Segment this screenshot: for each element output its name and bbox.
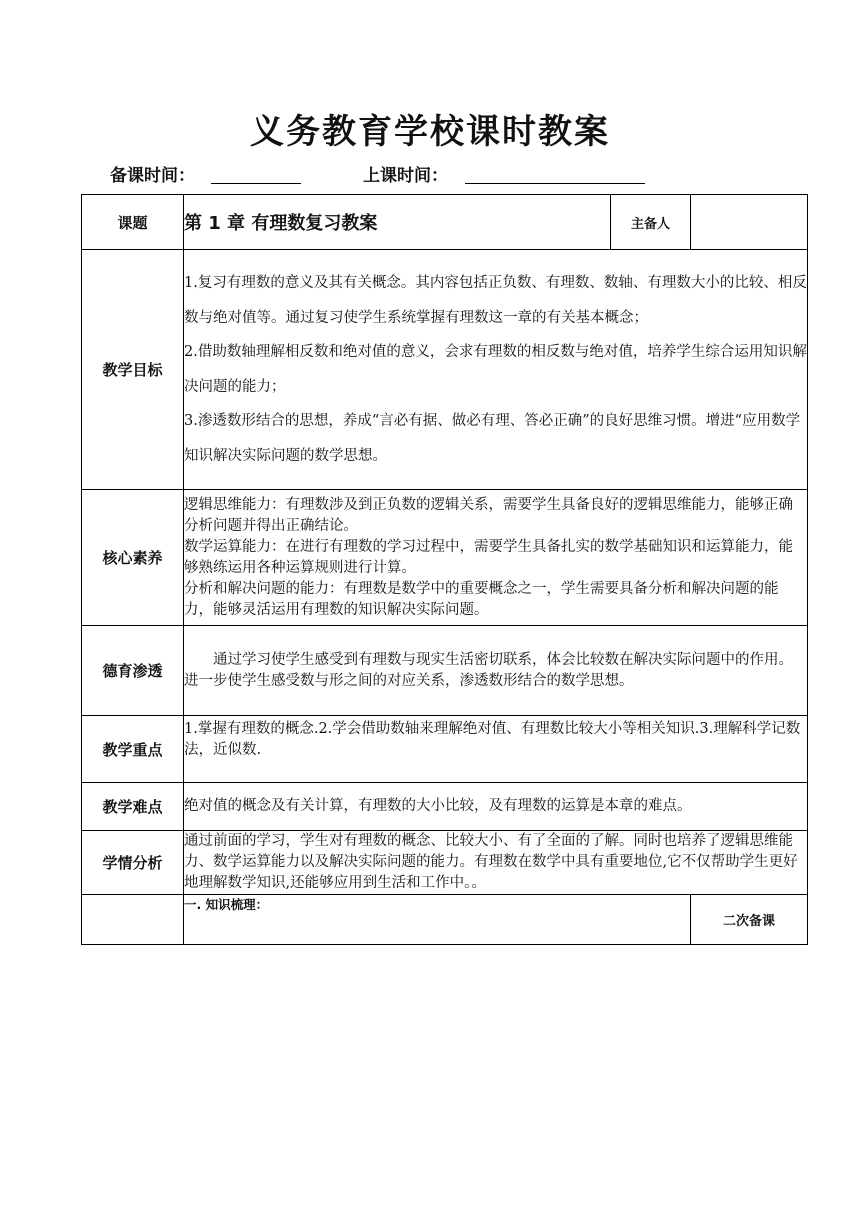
key-row xyxy=(82,716,808,783)
document-title: 义务教育学校课时教案 xyxy=(250,112,610,152)
class-time-label: 上课时间： xyxy=(363,166,448,186)
topic-row xyxy=(82,195,808,250)
lead-preparer-value[interactable] xyxy=(691,195,808,250)
goals-row xyxy=(82,250,808,490)
prep-time-label: 备课时间： xyxy=(110,166,195,186)
knowledge-heading: 一. 知识梳理： xyxy=(184,895,691,945)
topic-label: 课题 xyxy=(82,195,184,250)
difficult-content xyxy=(184,783,808,831)
difficult-text: 绝对值的概念及有关计算，有理数的大小比较，及有理数的运算是本章的难点。 xyxy=(184,798,692,814)
moral-content xyxy=(184,626,808,716)
prep-time-line[interactable] xyxy=(211,183,301,184)
lead-preparer-label: 主备人 xyxy=(611,195,691,250)
goals-content xyxy=(184,250,808,490)
goal-item: 3.渗透数形结合的思想，养成“言必有据、做必有理、答必正确”的良好思维习惯。增进“应用数学知识解决实际问题的数学思想。 xyxy=(184,413,801,464)
difficult-row xyxy=(82,783,808,831)
knowledge-row xyxy=(82,895,808,945)
key-text: 1.掌握有理数的概念.2.学会借助数轴来理解绝对值、有理数比较大小等相关知识.3.理解科学记数法，近似数. xyxy=(184,721,801,758)
key-label: 教学重点 xyxy=(82,716,184,783)
core-row xyxy=(82,490,808,626)
class-time-line[interactable] xyxy=(465,183,645,184)
difficult-label: 教学难点 xyxy=(82,783,184,831)
moral-row xyxy=(82,626,808,716)
lesson-plan-table xyxy=(81,194,808,945)
analysis-row xyxy=(82,831,808,895)
core-item: 分析和解决问题的能力：有理数是数学中的重要概念之一，学生需要具备分析和解决问题的能力，能够灵活运用有理数的知识解决实际问题。 xyxy=(184,580,779,618)
moral-label: 德育渗透 xyxy=(82,626,184,716)
analysis-label: 学情分析 xyxy=(82,831,184,895)
core-item: 逻辑思维能力：有理数涉及到正负数的逻辑关系，需要学生具备良好的逻辑思维能力，能够正确分析问题并得出正确结论。 xyxy=(184,496,793,534)
goals-label: 教学目标 xyxy=(82,250,184,490)
core-content xyxy=(184,490,808,626)
knowledge-blank-cell xyxy=(82,895,184,945)
second-prep-label: 二次备课 xyxy=(691,895,808,945)
core-item: 数学运算能力：在进行有理数的学习过程中，需要学生具备扎实的数学基础知识和运算能力，能够熟练运用各种运算规则进行计算。 xyxy=(184,538,793,576)
analysis-content xyxy=(184,831,808,895)
moral-text: 通过学习使学生感受到有理数与现实生活密切联系，体会比较数在解决实际问题中的作用。进一步使学生感受数与形之间的对应关系，渗透数形结合的数学思想。 xyxy=(184,651,793,689)
key-content xyxy=(184,716,808,783)
core-label: 核心素养 xyxy=(82,490,184,626)
topic-value: 第 1 章 有理数复习教案 xyxy=(184,195,611,250)
goal-item: 2.借助数轴理解相反数和绝对值的意义，会求有理数的相反数与绝对值，培养学生综合运用知识解决问题的能力； xyxy=(184,344,807,395)
goal-item: 1.复习有理数的意义及其有关概念。其内容包括正负数、有理数、数轴、有理数大小的比较、相反数与绝对值等。通过复习使学生系统掌握有理数这一章的有关基本概念； xyxy=(184,275,807,326)
analysis-text: 通过前面的学习，学生对有理数的概念、比较大小、有了全面的了解。同时也培养了逻辑思维能力、数学运算能力以及解决实际问题的能力。有理数在数学中具有重要地位,它不仅帮助学生更好地理解数学知识,还能够应用到生活和工作中。。 xyxy=(184,833,798,891)
